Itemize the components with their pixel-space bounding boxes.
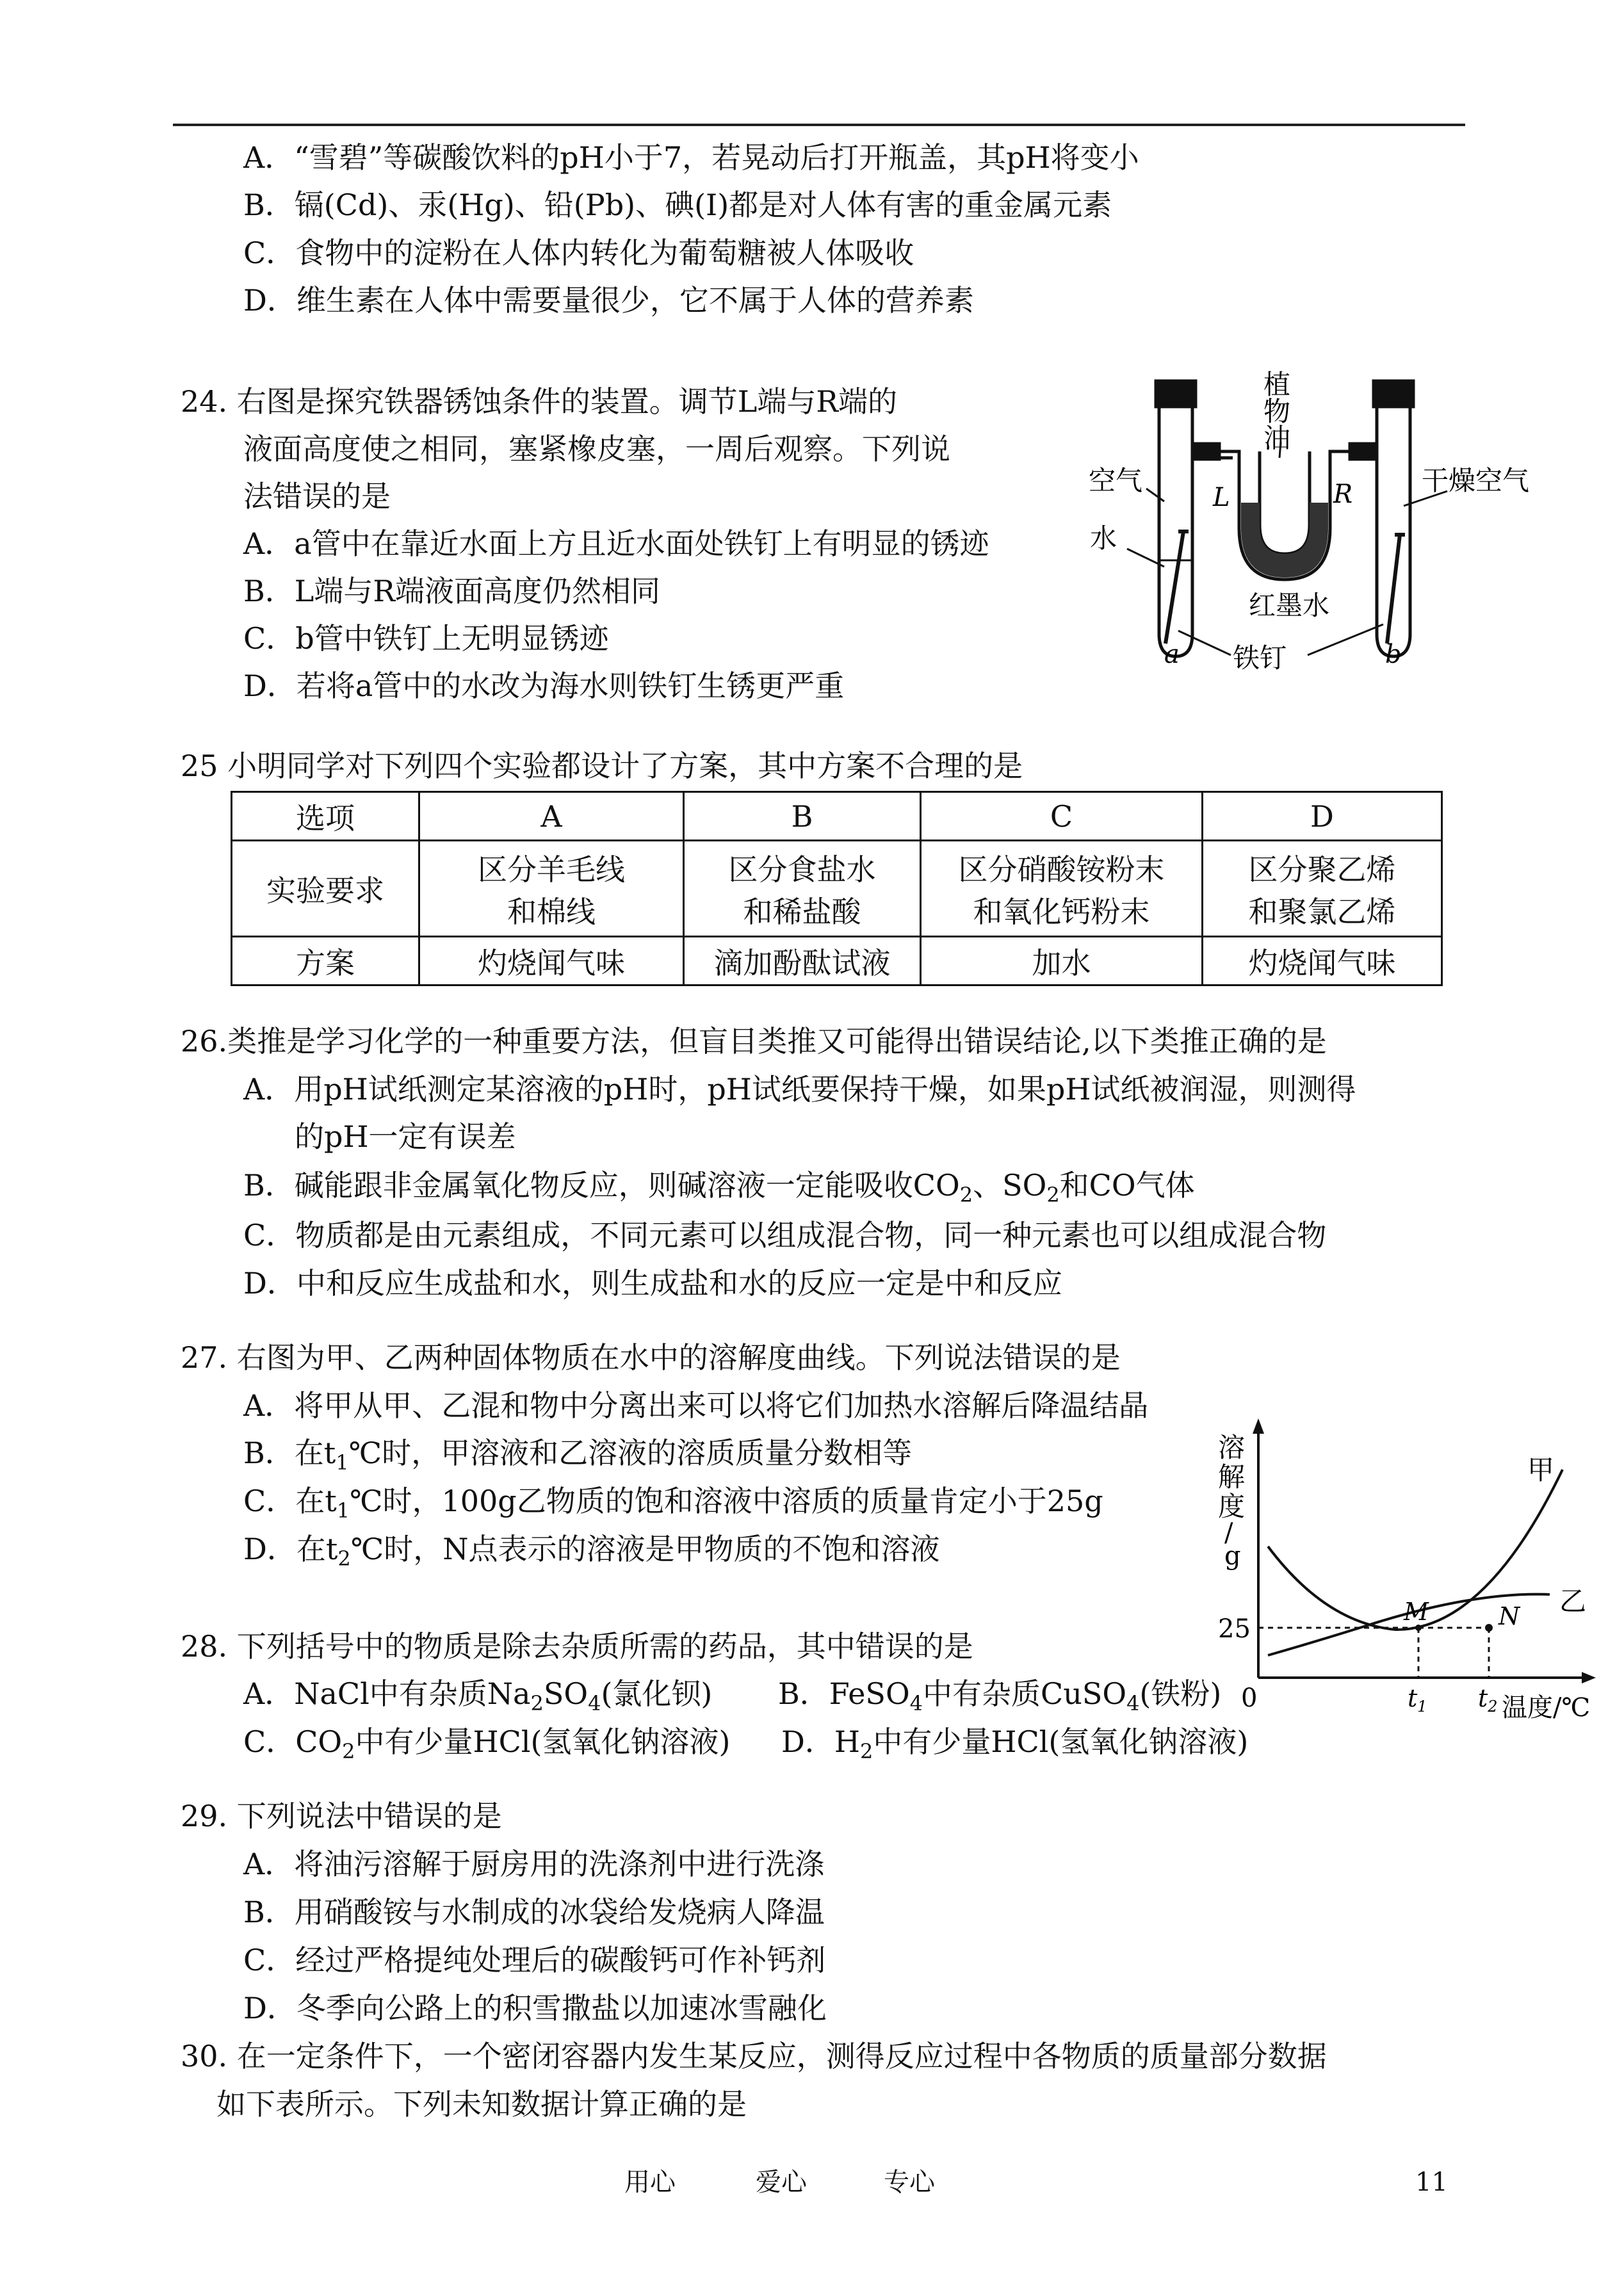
fig27-ylabel-1: 溶 xyxy=(1218,1432,1246,1463)
fig27-xlabel: 温度/℃ xyxy=(1502,1693,1591,1719)
q23-option-b: B．镉(Cd)、汞(Hg)、铅(Pb)、碘(I)都是对人体有害的重金属元素 xyxy=(243,188,1112,222)
q29-option-c: C．经过严格提纯处理后的碳酸钙可作补钙剂 xyxy=(243,1943,826,1977)
q25-header-d: D xyxy=(1203,792,1442,841)
q25-header-b: B xyxy=(684,792,921,841)
q26-option-c: C．物质都是由元素组成，不同元素可以组成混合物，同一种元素也可以组成混合物 xyxy=(243,1218,1327,1253)
q23-option-c: C．食物中的淀粉在人体内转化为葡萄糖被人体吸收 xyxy=(243,236,914,270)
q26-option-d: D．中和反应生成盐和水，则生成盐和水的反应一定是中和反应 xyxy=(243,1266,1062,1301)
q25-plan-b: 滴加酚酞试液 xyxy=(684,937,921,985)
q28-option-c: C．$CO_2$中有少量HCl(氢氧化钠溶液) xyxy=(243,1724,731,1764)
q26-option-b: B．碱能跟非金属氧化物反应，则碱溶液一定能吸收$CO_2$、$SO_2$和CO气体 xyxy=(243,1168,1195,1207)
q24-stem-line3: 法错误的是 xyxy=(243,479,391,514)
fig27-point-N: N xyxy=(1498,1602,1520,1630)
fig27-point-M: M xyxy=(1404,1598,1429,1626)
fig24-label-oil-1: 植 xyxy=(1263,369,1291,400)
q25-header-c: C xyxy=(921,792,1203,841)
q27-option-d: D．在$t_2℃$时，N点表示的溶液是甲物质的不饱和溶液 xyxy=(243,1532,940,1571)
q25-requirement-a: 区分羊毛线 和棉线 xyxy=(419,841,684,937)
q25-plan-c: 加水 xyxy=(921,937,1203,985)
q25-requirement-b: 区分食盐水 和稀盐酸 xyxy=(684,841,921,937)
q27-option-b: B．在$t_1℃$时，甲溶液和乙溶液的溶质质量分数相等 xyxy=(243,1436,913,1475)
q26-option-a-line2: 的pH一定有误差 xyxy=(295,1119,516,1154)
fig24-label-R: R xyxy=(1333,480,1353,509)
q30-stem-line1: 30. 在一定条件下，一个密闭容器内发生某反应，测得反应过程中各物质的质量部分数据 xyxy=(181,2039,1327,2073)
q25-stem: 25 小明同学对下列四个实验都设计了方案，其中方案不合理的是 xyxy=(181,749,1023,783)
q24-option-a: A．a管中在靠近水面上方且近水面处铁钉上有明显的锈迹 xyxy=(243,526,989,561)
q28-option-a: A．NaCl中有杂质$Na_2SO_4$(氯化钡) xyxy=(243,1676,713,1715)
q24-option-b: B．L端与R端液面高度仍然相同 xyxy=(243,574,660,608)
fig24-label-nail: 铁钉 xyxy=(1233,642,1287,674)
q27-option-a: A．将甲从甲、乙混和物中分离出来可以将它们加热水溶解后降温结晶 xyxy=(243,1388,1149,1423)
q25-header-a: A xyxy=(419,792,684,841)
rust-apparatus-figure xyxy=(1076,368,1537,676)
q24-option-d: D．若将a管中的水改为海水则铁钉生锈更严重 xyxy=(243,669,845,703)
fig27-tick-t2: $t_2$ xyxy=(1478,1684,1498,1715)
fig27-ylabel-2: 解 xyxy=(1218,1461,1246,1493)
fig24-label-oil-2: 物 xyxy=(1263,396,1291,427)
q27-option-c: C．在$t_1℃$时，100g乙物质的饱和溶液中溶质的质量肯定小于25g xyxy=(243,1484,1103,1523)
q23-option-d: D．维生素在人体中需要量很少，它不属于人体的营养素 xyxy=(243,283,974,318)
fig24-label-red-ink: 红墨水 xyxy=(1249,590,1330,621)
q26-stem: 26.类推是学习化学的一种重要方法，但盲目类推又可能得出错误结论,以下类推正确的是 xyxy=(181,1024,1327,1058)
q23-option-a: A．“雪碧”等碳酸饮料的pH小于7，若晃动后打开瓶盖，其pH将变小 xyxy=(243,140,1139,175)
q29-stem: 29. 下列说法中错误的是 xyxy=(181,1799,502,1833)
q26-option-a-line1: A．用pH试纸测定某溶液的pH时，pH试纸要保持干燥，如果pH试纸被润湿，则测得 xyxy=(243,1072,1356,1107)
fig24-label-air: 空气 xyxy=(1089,465,1143,496)
q28-option-d: D．$H_2$中有少量HCl(氢氧化钠溶液) xyxy=(781,1724,1249,1764)
q29-option-d: D．冬季向公路上的积雪撒盐以加速冰雪融化 xyxy=(243,1991,827,2025)
q25-row-requirement-label: 实验要求 xyxy=(232,841,419,937)
q24-option-c: C．b管中铁钉上无明显锈迹 xyxy=(243,621,609,656)
footer-word-2: 爱心 xyxy=(756,2168,807,2197)
page-number: 11 xyxy=(1415,2168,1448,2197)
q25-requirement-c: 区分硝酸铵粉末 和氧化钙粉末 xyxy=(921,841,1203,937)
q29-option-b: B．用硝酸铵与水制成的冰袋给发烧病人降温 xyxy=(243,1895,825,1929)
header-rule xyxy=(173,124,1465,126)
q24-stem-line2: 液面高度使之相同，塞紧橡皮塞，一周后观察。下列说 xyxy=(243,432,950,466)
fig24-label-b: b xyxy=(1385,640,1402,669)
fig24-label-dry-air: 干燥空气 xyxy=(1422,465,1530,496)
fig24-label-a: a xyxy=(1164,640,1180,669)
fig27-origin: 0 xyxy=(1241,1683,1258,1713)
fig27-y-tick-25: 25 xyxy=(1218,1614,1251,1644)
footer-word-1: 用心 xyxy=(624,2168,676,2197)
q25-requirement-d: 区分聚乙烯 和聚氯乙烯 xyxy=(1203,841,1442,937)
solubility-curve-figure xyxy=(1204,1399,1601,1719)
fig27-tick-t1: $t_1$ xyxy=(1408,1684,1427,1715)
q25-plan-d: 灼烧闻气味 xyxy=(1203,937,1442,985)
fig24-label-L: L xyxy=(1213,483,1230,512)
fig24-label-water: 水 xyxy=(1090,523,1117,554)
fig24-label-oil-3: 油 xyxy=(1263,423,1291,454)
q27-stem: 27. 右图为甲、乙两种固体物质在水中的溶解度曲线。下列说法错误的是 xyxy=(181,1340,1121,1375)
fig27-ylabel-4: / xyxy=(1224,1518,1233,1548)
fig27-ylabel-5: g xyxy=(1224,1541,1241,1571)
q25-header-option: 选项 xyxy=(232,792,419,841)
q24-stem-line1: 24. 右图是探究铁器锈蚀条件的装置。调节L端与R端的 xyxy=(181,384,897,419)
fig27-label-yi: 乙 xyxy=(1559,1585,1587,1617)
q28-stem: 28. 下列括号中的物质是除去杂质所需的药品，其中错误的是 xyxy=(181,1629,973,1664)
footer-word-3: 专心 xyxy=(884,2168,935,2197)
q25-row-plan-label: 方案 xyxy=(232,937,419,985)
q30-stem-line2: 如下表所示。下列未知数据计算正确的是 xyxy=(216,2087,747,2121)
fig27-label-jia: 甲 xyxy=(1527,1454,1555,1486)
q25-table xyxy=(231,791,1443,986)
q28-option-b: B．FeSO$_4$中有杂质CuSO$_4$(铁粉) xyxy=(778,1676,1222,1715)
q25-plan-a: 灼烧闻气味 xyxy=(419,937,684,985)
q29-option-a: A．将油污溶解于厨房用的洗涤剂中进行洗涤 xyxy=(243,1847,825,1881)
fig27-ylabel-3: 度 xyxy=(1218,1491,1246,1522)
